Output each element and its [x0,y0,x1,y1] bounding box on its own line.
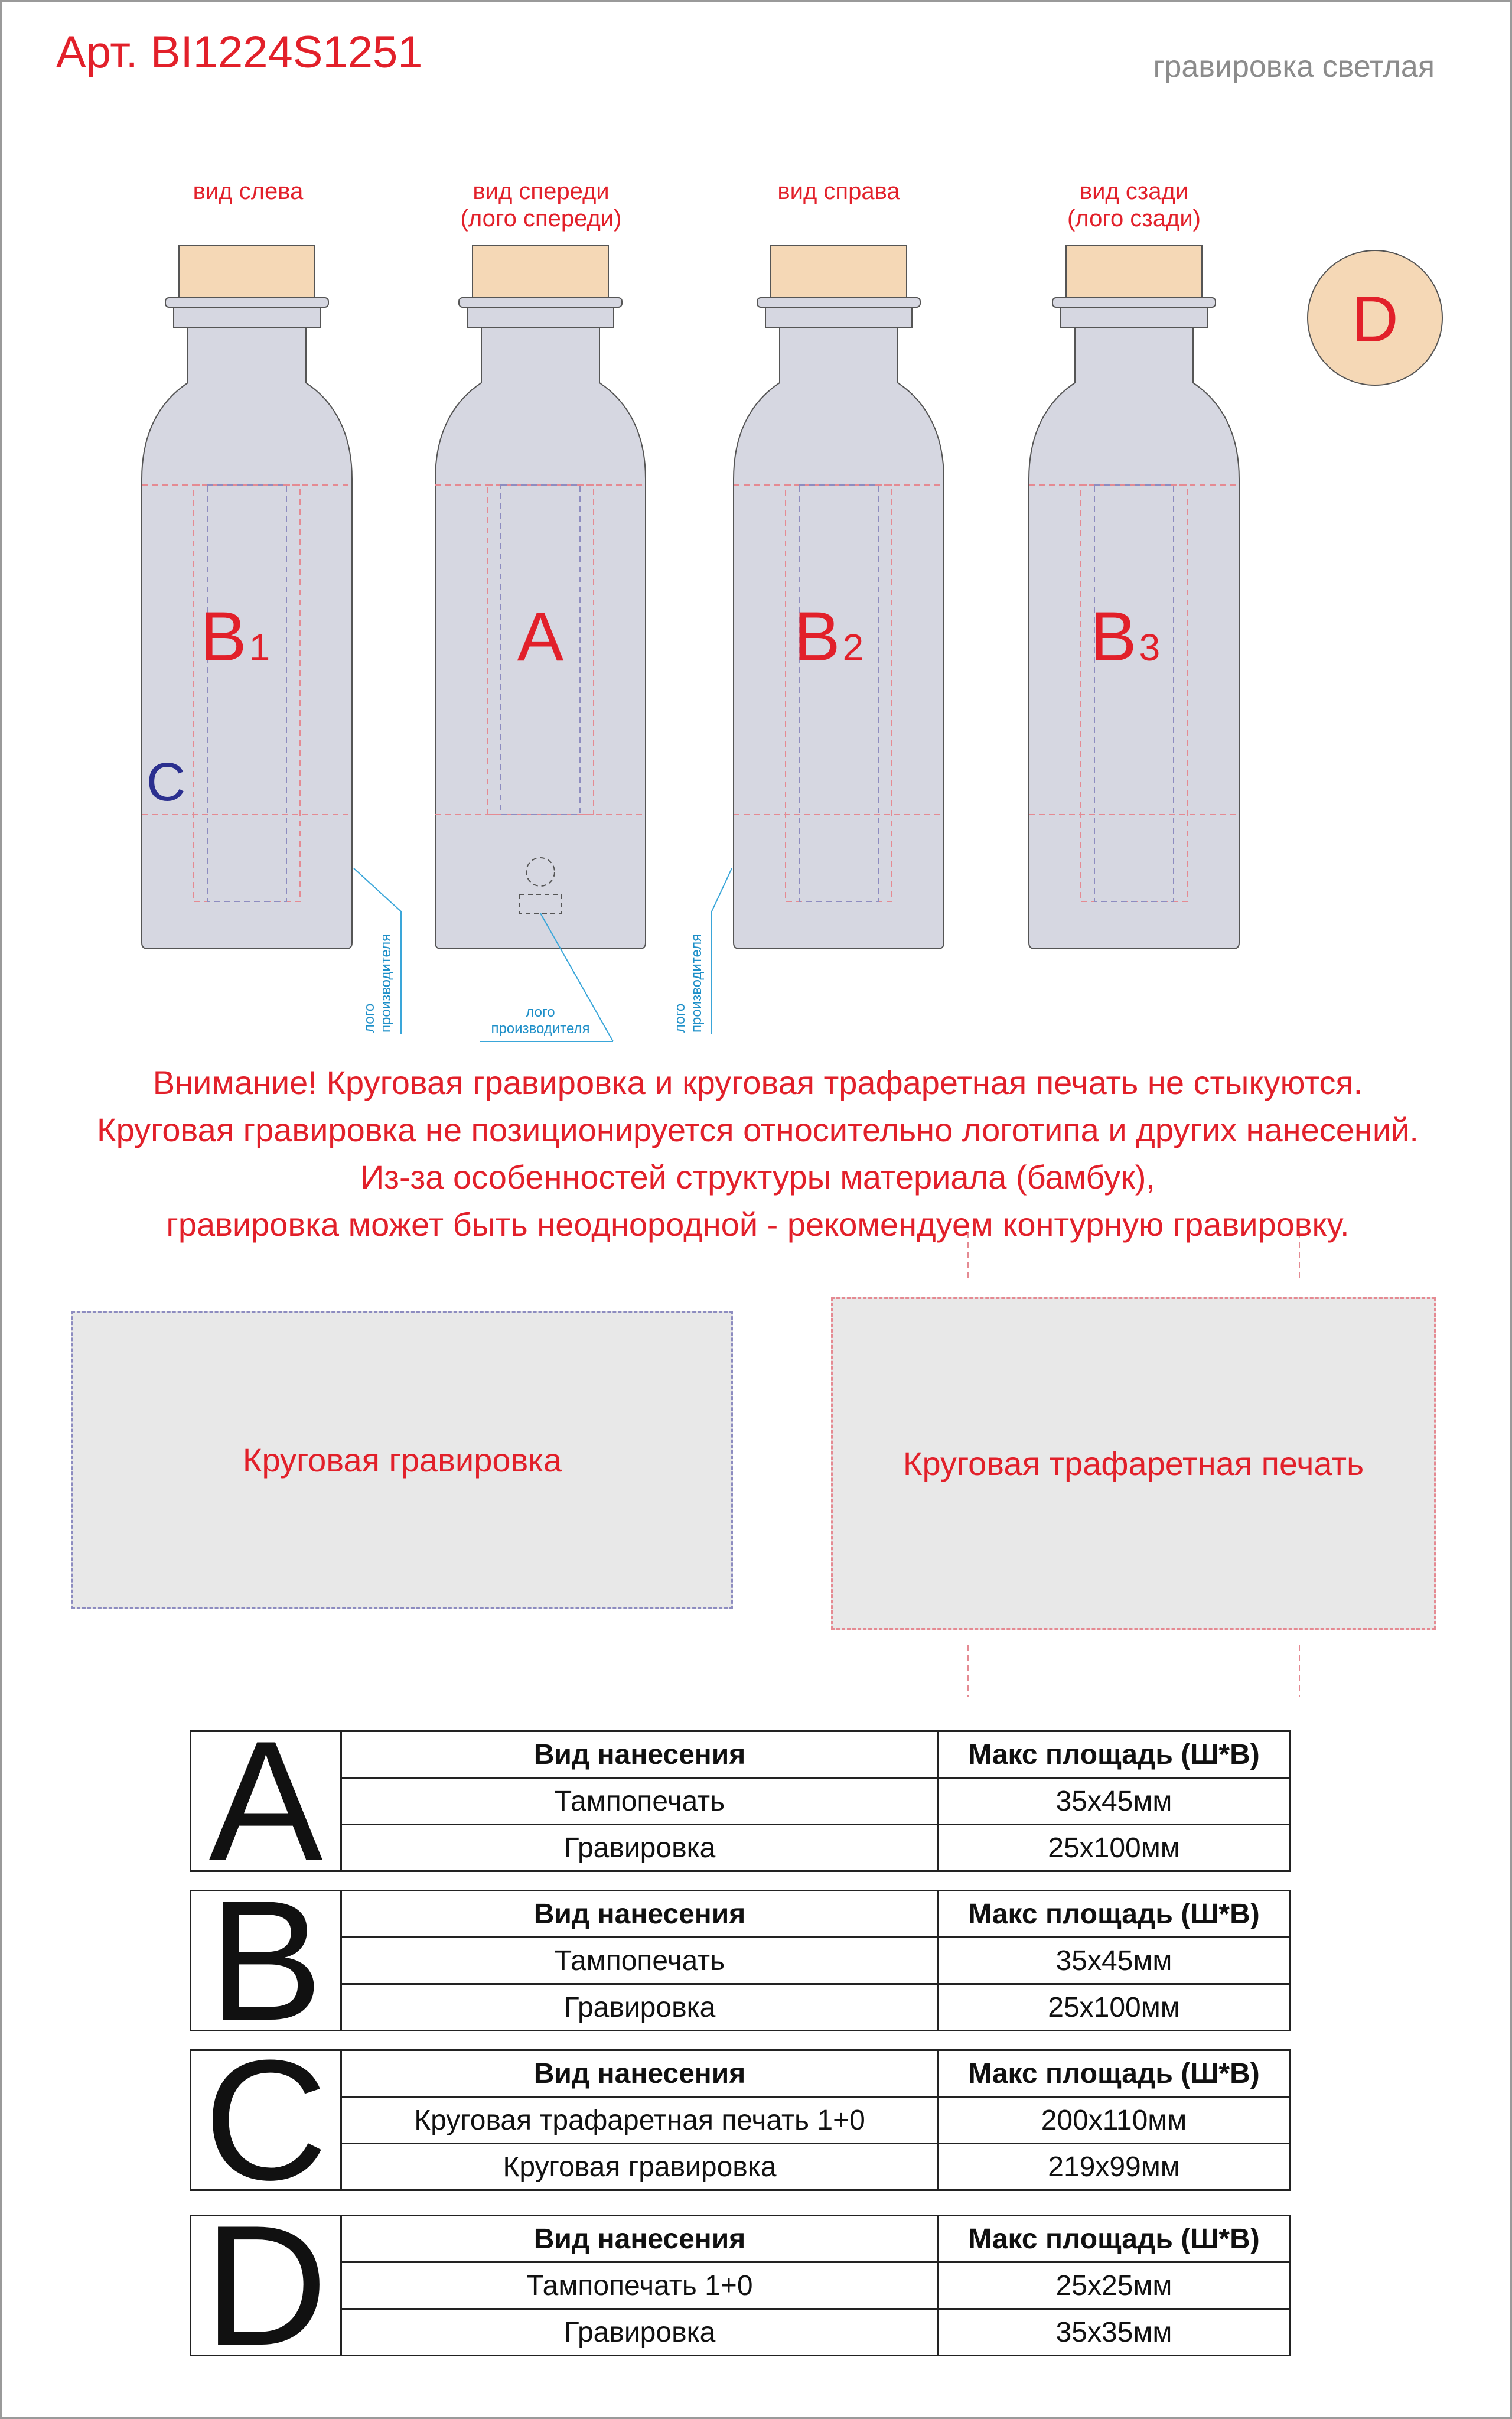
zone-a-label: A [517,598,564,676]
notice [2,1059,1512,1248]
spec-area: 25x25мм [939,2262,1290,2309]
circular-engraving-label: Круговая гравировка [242,1441,562,1479]
notice-line-4: гравировка может быть неоднородной - рекомендуем контурную гравировку. [166,1206,1350,1243]
spec-table-d [190,2190,1291,2381]
zone-b1-label: B1 [200,598,271,676]
spec-area: 35x45мм [939,1938,1290,1984]
engraving-note: гравировка светлая [1153,50,1435,84]
spec-letter-a: A [191,1731,341,1871]
spec-method: Круговая гравировка [341,2144,939,2190]
spec-method: Круговая трафаретная печать 1+0 [341,2097,939,2144]
spec-method: Тампопечать 1+0 [341,2262,939,2309]
zone-d-label: D [1351,283,1399,356]
spec-area: 35x45мм [939,1778,1290,1825]
article-title: Арт. BI1224S1251 [56,27,423,77]
view-label-front: вид спереди (лого спереди) [460,178,622,232]
logo-leader-right [712,868,732,1034]
bottle-front [435,246,646,949]
spec-letter-b: B [191,1891,341,2031]
spec-header-method: Вид нанесения [341,1891,939,1938]
spec-letter-d: D [191,2216,341,2356]
spec-method: Гравировка [341,1825,939,1871]
spec-method: Гравировка [341,1984,939,2031]
spec-method: Гравировка [341,2309,939,2356]
notice-line-2: Круговая гравировка не позиционируется относительно логотипа и других нанесений. [97,1111,1419,1148]
spec-header-method: Вид нанесения [341,1731,939,1778]
spec-header-area: Макс площадь (Ш*В) [939,2216,1290,2262]
logo-label-right: логопроизводителя [672,933,705,1033]
logo-label-left: логопроизводителя [361,933,394,1033]
spec-area: 35x35мм [939,2309,1290,2356]
zone-c-label: C [146,752,186,812]
zone-b2-label: B2 [793,598,864,676]
spec-area: 25x100мм [939,1984,1290,2031]
logo-label-front: лого производителя [491,1004,590,1037]
spec-area: 200x110мм [939,2097,1290,2144]
spec-table-a [190,1705,1291,1897]
circular-screen-print-label: Круговая трафаретная печать [902,1445,1364,1482]
view-label-left: вид слева [193,178,304,204]
spec-table-c [190,2024,1291,2216]
bottle-back [1029,246,1239,949]
bottle-drawing [2,2,1512,1065]
logo-leader-left [354,868,401,1034]
spec-header-area: Макс площадь (Ш*В) [939,1731,1290,1778]
view-label-back: вид сзади (лого сзади) [1067,178,1201,232]
spec-area: 25x100мм [939,1825,1290,1871]
spec-letter-c: C [191,2050,341,2190]
spec-header-method: Вид нанесения [341,2050,939,2097]
view-label-right: вид справа [777,178,900,204]
spec-header-area: Макс площадь (Ш*В) [939,1891,1290,1938]
spec-table-b [190,1865,1291,2056]
circular-screen-print-area [831,1297,1436,1630]
spec-method: Тампопечать [341,1938,939,1984]
circular-engraving-area [71,1311,733,1609]
spec-header-area: Макс площадь (Ш*В) [939,2050,1290,2097]
spec-header-method: Вид нанесения [341,2216,939,2262]
notice-line-3: Из-за особенностей структуры материала (бамбук), [360,1158,1155,1196]
notice-line-1: Внимание! Круговая гравировка и круговая трафаретная печать не стыкуются. [152,1064,1363,1101]
spec-method: Тампопечать [341,1778,939,1825]
zone-b3-label: B3 [1090,598,1161,676]
bottle-left [142,246,352,949]
spec-area: 219x99мм [939,2144,1290,2190]
bottle-right [734,246,944,949]
